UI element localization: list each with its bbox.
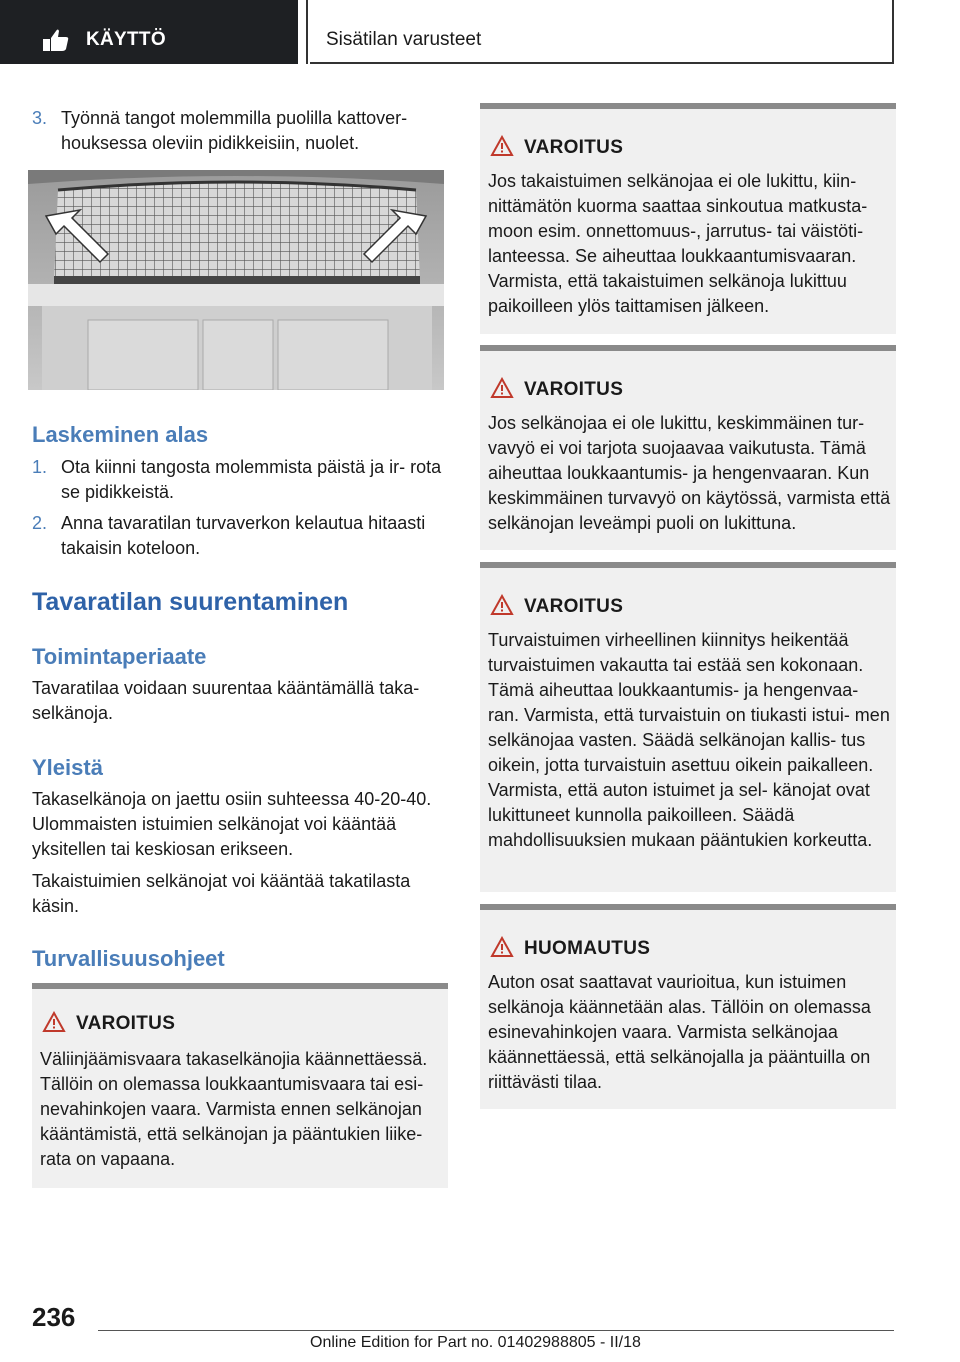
warning-triangle-icon [42, 1011, 66, 1038]
step-text: Anna tavaratilan turvaverkon kelautua hitaasti takaisin koteloon. [61, 513, 426, 558]
warning-triangle-icon [490, 936, 514, 963]
step-number: 1. [32, 457, 48, 477]
safety-heading: Turvallisuusohjeet [32, 946, 225, 971]
header-divider [298, 0, 310, 64]
section-header [310, 0, 894, 64]
general-heading: Yleistä [32, 755, 103, 780]
edition-note: Online Edition for Part no. 01402988805 - II/18 [310, 1334, 641, 1351]
principle-text: Tavaratilaa voidaan suurentaa kääntämällä taka- selkänoja. [32, 678, 420, 723]
step-text: Ota kiinni tangosta molemmista päistä ja ir- rota se pidikkeistä. [61, 457, 442, 502]
warning-triangle-icon [490, 135, 514, 162]
footer-divider [98, 1330, 894, 1331]
warning-box [480, 103, 896, 334]
warning-text: Turvaistuimen virheellinen kiinnitys heikentää turvaistuimen vakautta tai estää sen kokonaan. Tämä aiheuttaa loukkaantumis- ja hengenvaa- ran. Varmista, että turvaistuin on tiukasti istui- men selkänojaa vasten. Säädä selkänojan kallis- tus oikein, jotta turvaistuin asettuu oikein paikalleen. Varmista, että auton istuimet ja sel- känojat ovat lukittuneet kunnolla paikoilleen. Säädä mahdollisuuksien mukaan pääntukien korkeutta. [488, 630, 890, 850]
warning-box [480, 345, 896, 550]
warning-text: Väliinjäämisvaara takaselkänojia käännettäessä. Tällöin on olemassa loukkaantumisvaara tai esi- nevahinkojen vaara. Varmista ennen selkänojan kääntämistä, että selkänojan ja pääntukien liike- rata on vapaana. [40, 1049, 428, 1169]
warning-text: Jos takaistuimen selkänojaa ei ole lukittu, kiin- nittämätön kuorma saattaa sinkoutua matkusta- moon esim. onnettomuus-, jarrutus- tai väistöti- lanteessa. Se aiheuttaa loukkaantumisvaaran. Varmista, että takaistuimen selkänoja lukittuu paikoilleen ylös taittamisen jälkeen. [488, 171, 868, 316]
warning-title: VAROITUS [76, 1013, 176, 1034]
notice-box [480, 904, 896, 1109]
step-number: 2. [32, 513, 48, 533]
warning-triangle-icon [490, 594, 514, 621]
general-text-1: Takaselkänoja on jaettu osiin suhteessa 40-20-40. Ulommaisten istuimien selkänojat voi kääntää yksitellen tai keskiosan erikseen. [32, 789, 432, 859]
lowering-heading: Laskeminen alas [32, 422, 209, 447]
warning-text: Jos selkänojaa ei ole lukittu, keskimmäinen tur- vavyö ei voi tarjota suojaavaa vaikutusta. Tämä aiheuttaa loukkaantumis- ja hengenvaaran. Kun keskimmäinen turvavyö on käytössä, varmista että selkänojan leveämpi puoli on lukittuna. [488, 413, 891, 533]
general-text-2: Takaistuimien selkänojat voi kääntää takatilasta käsin. [32, 871, 411, 916]
warning-title: VAROITUS [524, 379, 624, 400]
warning-box [32, 983, 448, 1188]
principle-heading: Toimintaperiaate [32, 644, 207, 669]
step-text: Työnnä tangot molemmilla puolilla kattover- houksessa oleviin pidikkeisiin, nuolet. [61, 108, 408, 153]
warning-box [480, 562, 896, 892]
chapter-tab[interactable] [0, 0, 298, 64]
section-heading: Tavaratilan suurentaminen [32, 588, 349, 616]
pointing-hand-icon [40, 27, 70, 58]
section-title: Sisätilan varusteet [326, 29, 482, 50]
page-number: 236 [32, 1302, 76, 1332]
step-number: 3. [32, 108, 48, 128]
chapter-tab-label: KÄYTTÖ [86, 29, 166, 50]
warning-title: VAROITUS [524, 596, 624, 617]
notice-text: Auton osat saattavat vaurioitua, kun istuimen selkänoja käännetään alas. Tällöin on olemassa esinevahinkojen vaara. Varmista selkänojaa käännettäessä, että selkänojalla ja pääntuilla on riittävästi tilaa. [488, 972, 871, 1092]
warning-triangle-icon [490, 377, 514, 404]
cargo-net-illustration [28, 170, 444, 390]
notice-title: HUOMAUTUS [524, 938, 651, 959]
warning-title: VAROITUS [524, 137, 624, 158]
